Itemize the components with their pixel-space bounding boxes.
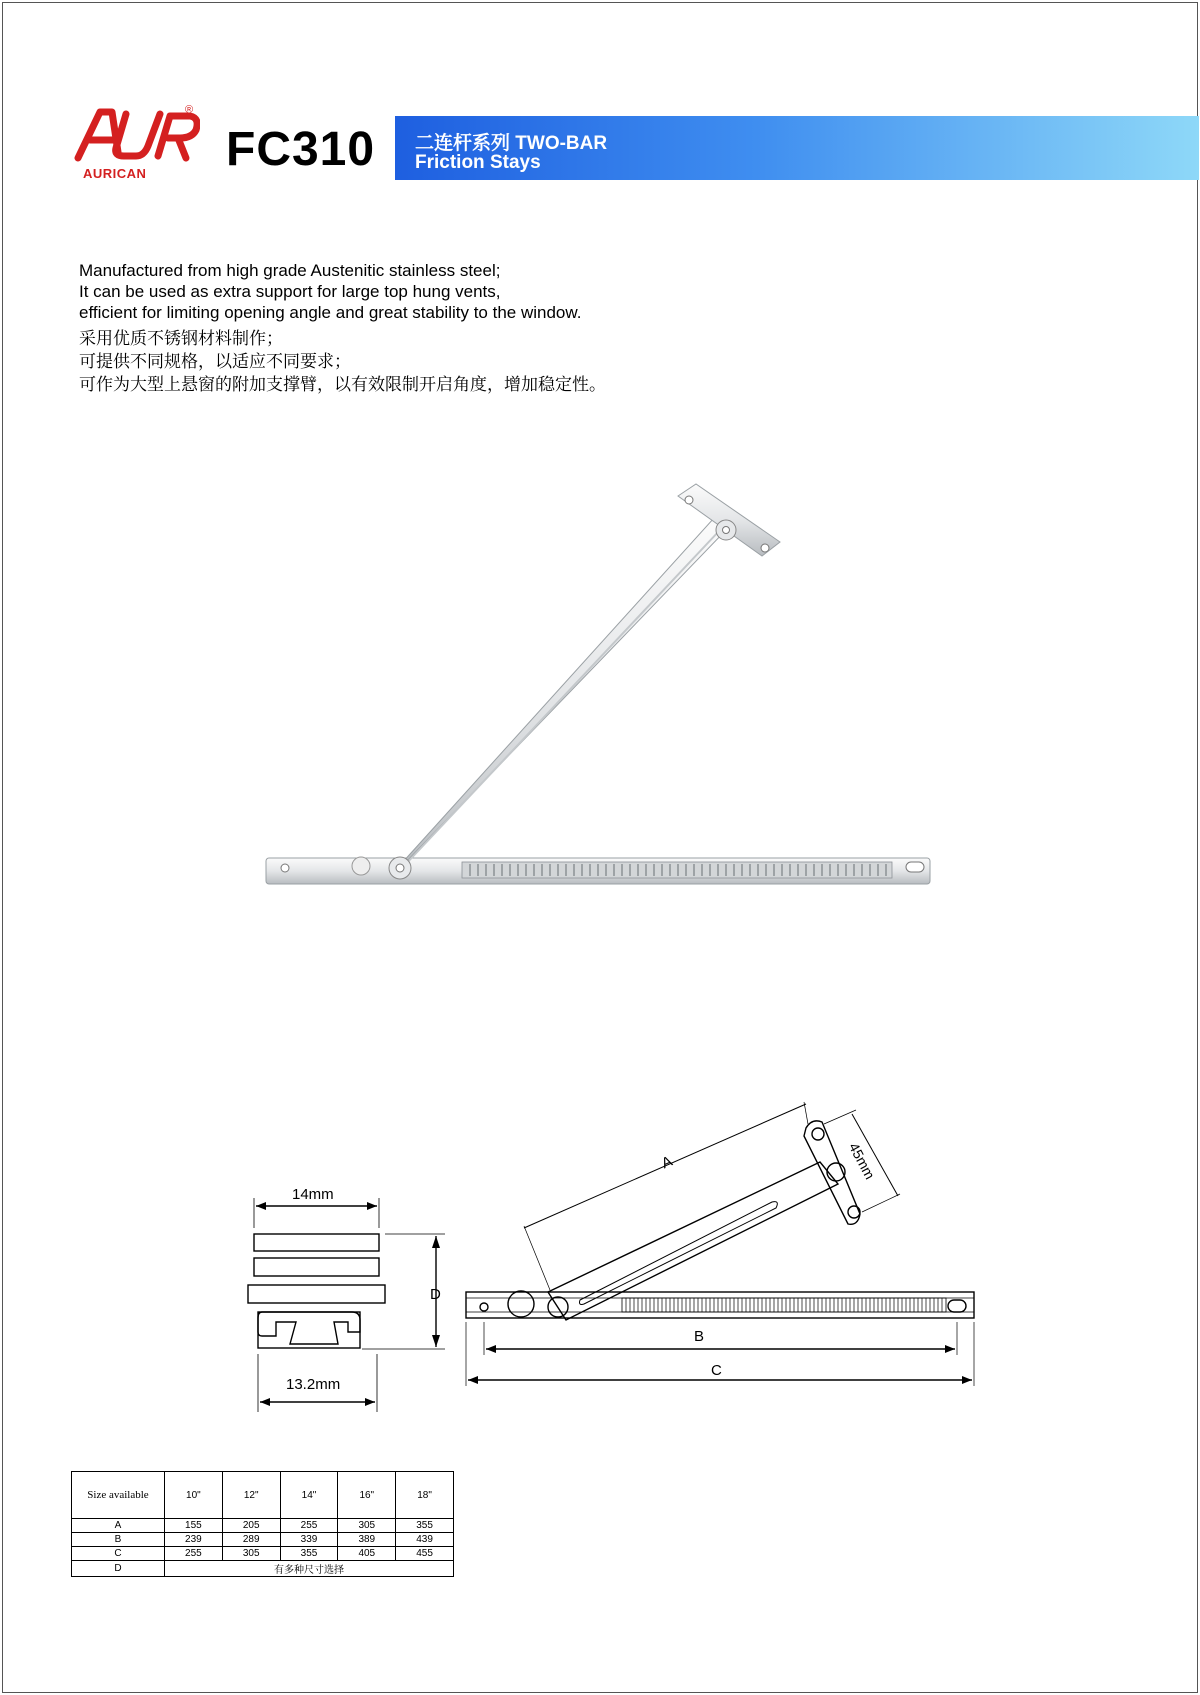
table-header-size: 16" xyxy=(338,1472,396,1519)
dim-arm-length: A xyxy=(659,1152,675,1173)
registered-mark: ® xyxy=(185,104,194,116)
desc-cn-line: 采用优质不锈钢材料制作； xyxy=(79,329,283,348)
dim-overall-length: C xyxy=(711,1362,722,1379)
table-cell: 339 xyxy=(280,1533,338,1547)
table-cell: 355 xyxy=(280,1547,338,1561)
table-row xyxy=(72,1547,454,1561)
table-cell-note: 有多种尺寸选择 xyxy=(165,1561,454,1577)
table-cell: 405 xyxy=(338,1547,396,1561)
desc-en-line: It can be used as extra support for large top hung vents, xyxy=(79,282,501,301)
brand-name: AURICAN xyxy=(83,166,147,181)
table-header-size: 14" xyxy=(280,1472,338,1519)
model-number: FC310 xyxy=(226,123,376,176)
banner-subtitle: Friction Stays xyxy=(415,152,541,173)
table-cell: 305 xyxy=(222,1547,280,1561)
table-cell: 455 xyxy=(396,1547,454,1561)
table-header-size: 10" xyxy=(165,1472,223,1519)
dim-track-length: B xyxy=(694,1328,705,1345)
banner-title: 二连杆系列 TWO-BAR xyxy=(415,133,608,154)
table-row xyxy=(72,1533,454,1547)
table-cell: 355 xyxy=(396,1519,454,1533)
desc-cn-line: 可作为大型上悬窗的附加支撑臂，以有效限制开启角度，增加稳定性。 xyxy=(79,375,606,394)
table-header-row xyxy=(72,1472,454,1519)
table-row-label: B xyxy=(72,1533,165,1547)
table-header-size: 18" xyxy=(396,1472,454,1519)
table-cell: 389 xyxy=(338,1533,396,1547)
table-cell: 155 xyxy=(165,1519,223,1533)
table-header-label: Size available xyxy=(72,1472,165,1519)
desc-en-line: efficient for limiting opening angle and great stability to the window. xyxy=(79,303,582,322)
table-cell: 439 xyxy=(396,1533,454,1547)
desc-en-line: Manufactured from high grade Austenitic stainless steel; xyxy=(79,261,501,280)
table-cell: 305 xyxy=(338,1519,396,1533)
dim-width-bottom: 13.2mm xyxy=(286,1376,341,1393)
table-cell: 255 xyxy=(165,1547,223,1561)
size-table xyxy=(71,1471,454,1577)
dim-height: D xyxy=(430,1286,441,1303)
dim-bracket-length: 45mm xyxy=(845,1140,879,1182)
table-header-size: 12" xyxy=(222,1472,280,1519)
table-row-label: D xyxy=(72,1561,165,1577)
dim-width-top: 14mm xyxy=(292,1186,334,1203)
table-cell: 205 xyxy=(222,1519,280,1533)
table-cell: 239 xyxy=(165,1533,223,1547)
table-cell: 255 xyxy=(280,1519,338,1533)
table-row-label: A xyxy=(72,1519,165,1533)
desc-cn-line: 可提供不同规格，以适应不同要求； xyxy=(79,352,351,371)
table-row xyxy=(72,1519,454,1533)
table-row xyxy=(72,1561,454,1577)
table-row-label: C xyxy=(72,1547,165,1561)
table-cell: 289 xyxy=(222,1533,280,1547)
